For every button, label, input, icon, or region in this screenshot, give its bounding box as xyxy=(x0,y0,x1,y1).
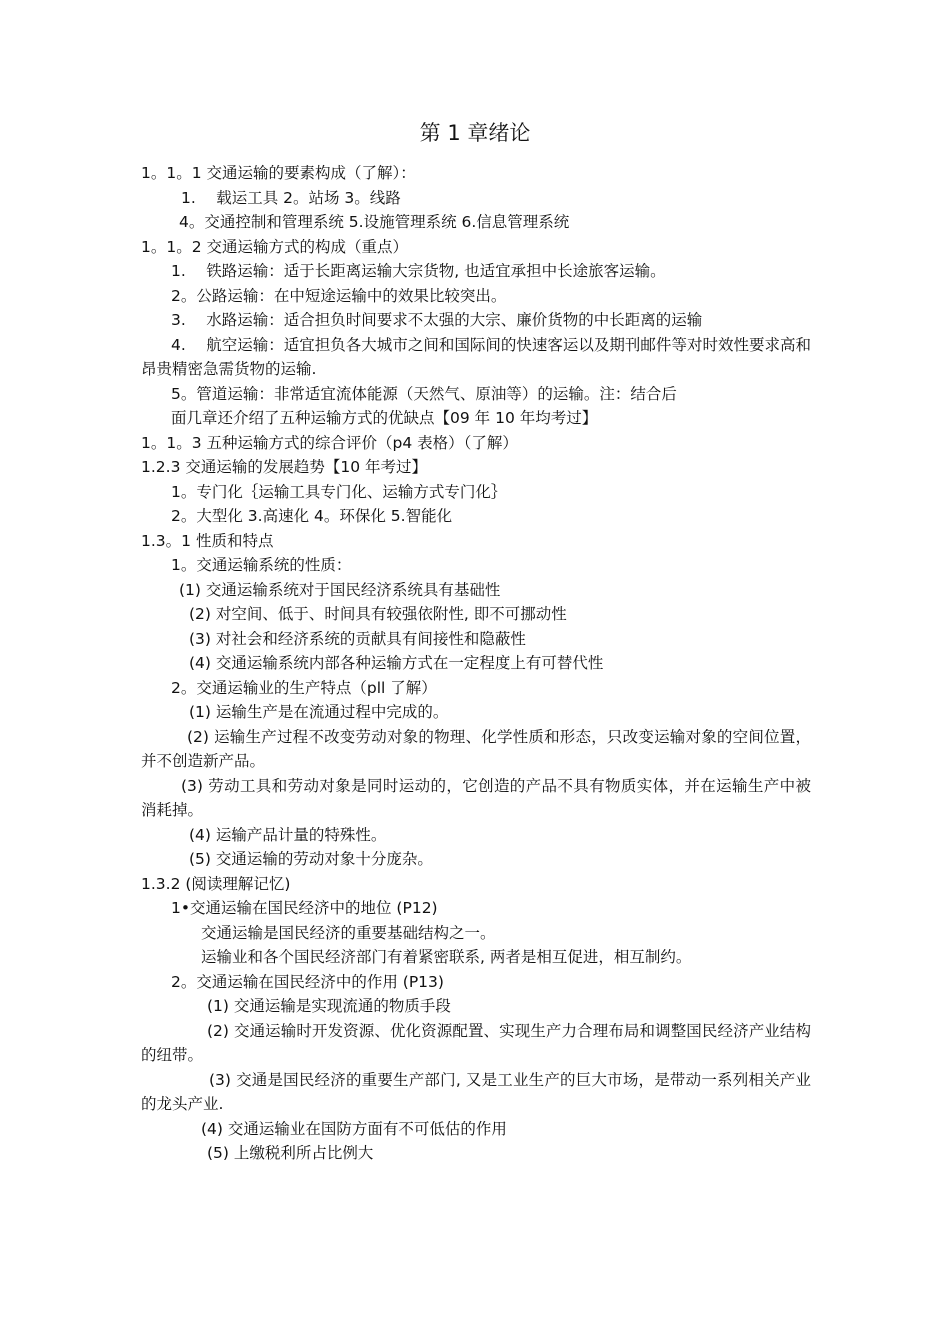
list-item: (4) 运输产品计量的特殊性。 xyxy=(189,825,387,844)
list-item: (3) 劳动工具和劳动对象是同时运动的，它创造的产品不具有物质实体，并在运输生产中被消耗掉。 xyxy=(141,776,811,819)
list-item: (3) 交通是国民经济的重要生产部门, 又是工业生产的巨大市场，是带动一系列相关产业的龙头产业. xyxy=(141,1070,811,1113)
list-item: (4) 交通运输业在国防方面有不可低估的作用 xyxy=(201,1119,507,1138)
section-heading: 1.3.2 (阅读理解记忆) xyxy=(141,874,291,893)
list-item: 3. 水路运输：适合担负时间要求不太强的大宗、廉价货物的中长距离的运输 xyxy=(171,311,703,329)
list-item: 2。公路运输：在中短途运输中的效果比较突出。 xyxy=(171,286,507,305)
list-item: 4. 航空运输：适宜担负各大城市之间和国际间的快速客运以及期刊邮件等对时效性要求高和昂贵精密急需货物的运输. xyxy=(141,335,811,378)
list-item: 1. 载运工具 2。站场 3。线路 xyxy=(181,188,401,207)
list-item: 2。交通运输业的生产特点（pll 了解） xyxy=(171,678,437,697)
section-heading: 1.3。1 性质和特点 xyxy=(141,531,274,550)
list-item: 1•交通运输在国民经济中的地位 (P12) xyxy=(171,899,438,917)
list-item: (1) 运输生产是在流通过程中完成的。 xyxy=(189,703,449,721)
document-body xyxy=(141,161,811,1166)
list-item: 1。交通运输系统的性质： xyxy=(171,556,352,574)
list-item: (5) 交通运输的劳动对象十分庞杂。 xyxy=(189,850,433,868)
paragraph: 交通运输是国民经济的重要基础结构之一。 xyxy=(201,923,496,942)
list-item: (1) 交通运输是实现流通的物质手段 xyxy=(207,997,451,1015)
list-item: 5。管道运输：非常适宜流体能源（天然气、原油等）的运输。注：结合后 xyxy=(171,384,677,403)
section-heading: 1。1。1 交通运输的要素构成（了解）： xyxy=(141,164,416,182)
list-item: (4) 交通运输系统内部各种运输方式在一定程度上有可替代性 xyxy=(189,654,604,672)
section-heading: 1。1。2 交通运输方式的构成（重点） xyxy=(141,237,409,256)
list-item: (5) 上缴税利所占比例大 xyxy=(207,1144,374,1162)
section-heading: 1.2.3 交通运输的发展趋势【10 年考过】 xyxy=(141,458,428,476)
list-item: (2) 运输生产过程不改变劳动对象的物理、化学性质和形态，只改变运输对象的空间位置，并不创造新产品。 xyxy=(141,727,811,770)
list-item: 1. 铁路运输：适于长距离运输大宗货物, 也适宜承担中长途旅客运输。 xyxy=(171,262,666,280)
list-item: 2。大型化 3.高速化 4。环保化 5.智能化 xyxy=(171,507,453,525)
list-item: 4。交通控制和管理系统 5.设施管理系统 6.信息管理系统 xyxy=(179,213,570,231)
list-item: (1) 交通运输系统对于国民经济系统具有基础性 xyxy=(179,580,501,599)
paragraph: 运输业和各个国民经济部门有着紧密联系, 两者是相互促进，相互制约。 xyxy=(201,948,692,966)
list-item: 1。专门化｛运输工具专门化、运输方式专门化｝ xyxy=(171,482,507,501)
list-item: (3) 对社会和经济系统的贡献具有间接性和隐蔽性 xyxy=(189,629,526,648)
list-item: (2) 对空间、低于、时间具有较强依附性, 即不可挪动性 xyxy=(189,605,567,623)
list-item: 面几章还介绍了五种运输方式的优缺点【09 年 10 年均考过】 xyxy=(171,409,598,427)
chapter-title: 第 1 章绪论 xyxy=(419,121,531,145)
list-item: (2) 交通运输时开发资源、优化资源配置、实现生产力合理布局和调整国民经济产业结构的纽带。 xyxy=(141,1021,811,1064)
list-item: 2。交通运输在国民经济中的作用 (P13) xyxy=(171,972,444,991)
section-heading: 1。1。3 五种运输方式的综合评价（p4 表格）（了解） xyxy=(141,433,518,452)
